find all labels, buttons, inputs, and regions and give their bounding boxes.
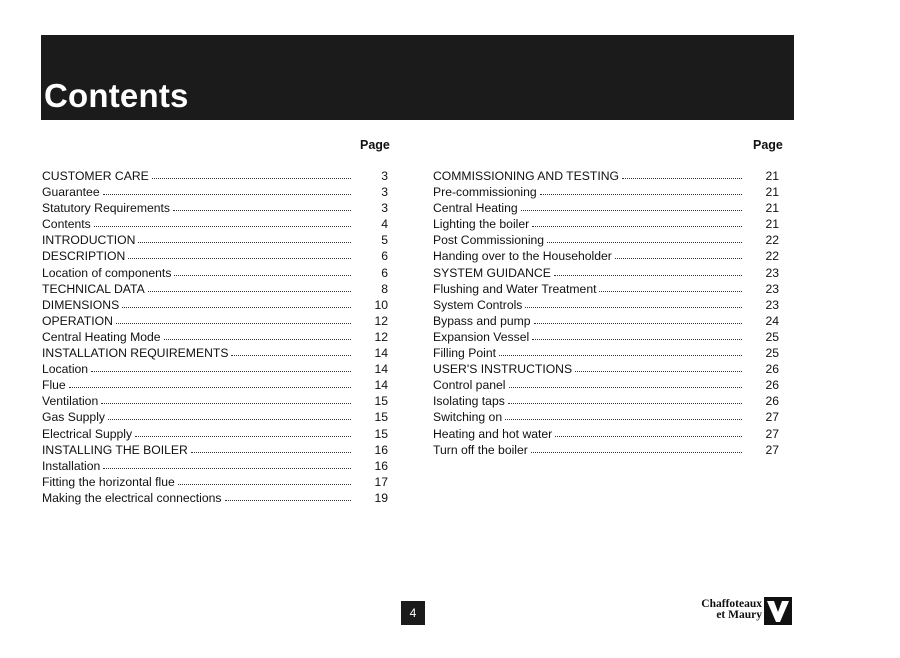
toc-entry-page: 10 [374,297,388,312]
toc-entry-label: Post Commissioning [433,233,545,248]
toc-dot-leader [173,201,351,211]
toc-entry [42,248,388,264]
toc-entry-label: USER'S INSTRUCTIONS [433,362,573,377]
toc-entry-page: 3 [381,201,388,216]
toc-entry-label: Flue [42,378,66,393]
toc-entry [433,426,779,442]
toc-entry-page: 4 [381,217,388,232]
toc-entry [433,168,779,184]
toc-entry-label: Electrical Supply [42,426,133,441]
toc-dot-leader [231,346,351,356]
brand-logo-text [701,599,762,621]
toc-entry [433,345,779,361]
toc-entry-label: Lighting the boiler [433,217,530,232]
toc-entry [42,184,388,200]
toc-entry-page: 23 [765,297,779,312]
toc-entry [42,442,388,458]
toc-entry-label: Contents [42,217,91,232]
toc-entry [433,442,779,458]
toc-dot-leader [534,314,742,324]
toc-dot-leader [148,282,351,292]
toc-entry [433,248,779,264]
toc-entry-page: 23 [765,281,779,296]
toc-entry-label: Central Heating [433,201,518,216]
toc-dot-leader [164,330,351,340]
toc-entry [42,474,388,490]
toc-dot-leader [135,427,351,437]
toc-entry-label: INSTALLING THE BOILER [42,442,188,457]
toc-dot-leader [94,217,351,227]
toc-dot-leader [599,282,742,292]
toc-entry-label: Installation [42,458,101,473]
toc-dot-leader [152,169,351,179]
toc-entry-label: Location of components [42,265,172,280]
toc-entry [433,184,779,200]
toc-dot-leader [91,362,351,372]
toc-entry-page: 15 [374,394,388,409]
toc-entry [433,377,779,393]
toc-entry-label: Guarantee [42,185,100,200]
toc-entry [42,216,388,232]
toc-entry [42,168,388,184]
toc-dot-leader [532,330,742,340]
toc-dot-leader [103,185,351,195]
toc-entry-page: 26 [765,378,779,393]
toc-dot-leader [540,185,742,195]
toc-entry-page: 21 [765,201,779,216]
toc-entry-label: Fitting the horizontal flue [42,474,175,489]
toc-entry-page: 8 [381,281,388,296]
toc-entry-label: Expansion Vessel [433,329,530,344]
toc-entry-label: Central Heating Mode [42,329,161,344]
toc-entry-page: 15 [374,410,388,425]
toc-entry [433,200,779,216]
toc-entry-page: 21 [765,185,779,200]
toc-entry-label: Turn off the boiler [433,442,528,457]
toc-entry-label: Bypass and pump [433,313,531,328]
toc-entry-page: 24 [765,313,779,328]
toc-dot-leader [521,201,742,211]
toc-dot-leader [509,378,743,388]
toc-entry-page: 22 [765,233,779,248]
toc-entry [42,393,388,409]
toc-entry [42,200,388,216]
toc-entry-page: 12 [374,329,388,344]
toc-entry [42,345,388,361]
toc-entry [433,409,779,425]
toc-entry-label: DIMENSIONS [42,297,120,312]
toc-entry [42,458,388,474]
toc-entry-label: Making the electrical connections [42,490,222,505]
toc-entry [42,265,388,281]
toc-entry-label: OPERATION [42,313,113,328]
toc-entry-page: 22 [765,249,779,264]
toc-entry-label: Switching on [433,410,503,425]
toc-entry [42,232,388,248]
toc-entry-page: 16 [374,442,388,457]
toc-dot-leader [499,346,742,356]
toc-entry-label: Location [42,362,89,377]
toc-dot-leader [575,362,742,372]
toc-entry [42,281,388,297]
toc-right-column [433,168,779,458]
toc-dot-leader [615,249,742,259]
toc-entry-page: 17 [374,474,388,489]
toc-entry [42,313,388,329]
toc-entry-page: 6 [381,265,388,280]
toc-left-column [42,168,388,506]
toc-dot-leader [122,298,351,308]
toc-entry-label: System Controls [433,297,523,312]
toc-dot-leader [128,249,351,259]
toc-dot-leader [622,169,742,179]
brand-logo-line1: Chaffoteaux [701,598,762,610]
toc-entry-page: 19 [374,490,388,505]
toc-entry-label: Handing over to the Householder [433,249,612,264]
right-page-column-header: Page [753,138,783,152]
toc-entry-page: 16 [374,458,388,473]
toc-entry-page: 27 [765,410,779,425]
toc-entry-label: CUSTOMER CARE [42,169,149,183]
toc-entry-page: 23 [765,265,779,280]
toc-entry-page: 6 [381,249,388,264]
toc-entry-label: INSTALLATION REQUIREMENTS [42,346,229,361]
toc-entry [433,329,779,345]
toc-entry [42,377,388,393]
toc-entry-label: DESCRIPTION [42,249,126,264]
left-page-column-header: Page [360,138,390,152]
toc-entry-page: 26 [765,394,779,409]
toc-entry-label: Pre-commissioning [433,185,537,200]
brand-logo [690,597,792,627]
toc-entry-label: Filling Point [433,346,496,361]
chaffoteaux-v-logo-icon [764,597,792,625]
toc-entry-page: 25 [765,346,779,361]
toc-entry-page: 27 [765,442,779,457]
toc-entry-label: Statutory Requirements [42,201,171,216]
toc-entry-page: 3 [381,185,388,200]
toc-entry-label: INTRODUCTION [42,233,136,248]
toc-dot-leader [225,491,351,501]
toc-dot-leader [108,410,351,420]
toc-entry-label: Ventilation [42,394,99,409]
toc-entry [42,329,388,345]
toc-dot-leader [103,459,351,469]
toc-entry-label: TECHNICAL DATA [42,281,145,296]
toc-entry-page: 21 [765,217,779,232]
toc-entry [42,361,388,377]
toc-entry-page: 15 [374,426,388,441]
toc-entry [433,232,779,248]
toc-entry [433,265,779,281]
toc-entry [42,297,388,313]
toc-dot-leader [532,217,742,227]
toc-entry-page: 26 [765,362,779,377]
toc-dot-leader [505,410,742,420]
toc-entry-label: Heating and hot water [433,426,553,441]
toc-entry [433,281,779,297]
toc-dot-leader [174,266,351,276]
toc-entry-page: 5 [381,233,388,248]
toc-dot-leader [531,443,742,453]
toc-entry-label: COMMISSIONING AND TESTING [433,169,619,183]
toc-entry-page: 14 [374,362,388,377]
toc-entry-label: Isolating taps [433,394,505,409]
toc-dot-leader [547,233,742,243]
toc-dot-leader [69,378,351,388]
toc-entry-page: 14 [374,378,388,393]
toc-entry-label: SYSTEM GUIDANCE [433,265,551,280]
page-title: Contents [44,77,189,114]
toc-entry-page: 3 [381,169,388,183]
page-number: 4 [401,601,425,625]
toc-dot-leader [101,394,351,404]
toc-entry [42,409,388,425]
toc-entry [433,361,779,377]
toc-dot-leader [554,266,742,276]
toc-entry-page: 12 [374,313,388,328]
toc-dot-leader [138,233,351,243]
toc-entry-page: 27 [765,426,779,441]
toc-entry-label: Flushing and Water Treatment [433,281,597,296]
toc-entry [42,426,388,442]
toc-entry [433,216,779,232]
toc-dot-leader [191,443,351,453]
toc-entry-label: Control panel [433,378,506,393]
toc-entry-label: Gas Supply [42,410,106,425]
toc-dot-leader [555,427,742,437]
toc-entry [433,393,779,409]
toc-dot-leader [178,475,351,485]
contents-banner [41,35,794,120]
toc-entry [433,297,779,313]
toc-entry-page: 25 [765,329,779,344]
brand-logo-line2: et Maury [716,609,762,621]
toc-entry [433,313,779,329]
toc-dot-leader [116,314,351,324]
toc-entry-page: 21 [765,169,779,183]
toc-entry [42,490,388,506]
toc-dot-leader [508,394,742,404]
toc-dot-leader [525,298,742,308]
toc-entry-page: 14 [374,346,388,361]
